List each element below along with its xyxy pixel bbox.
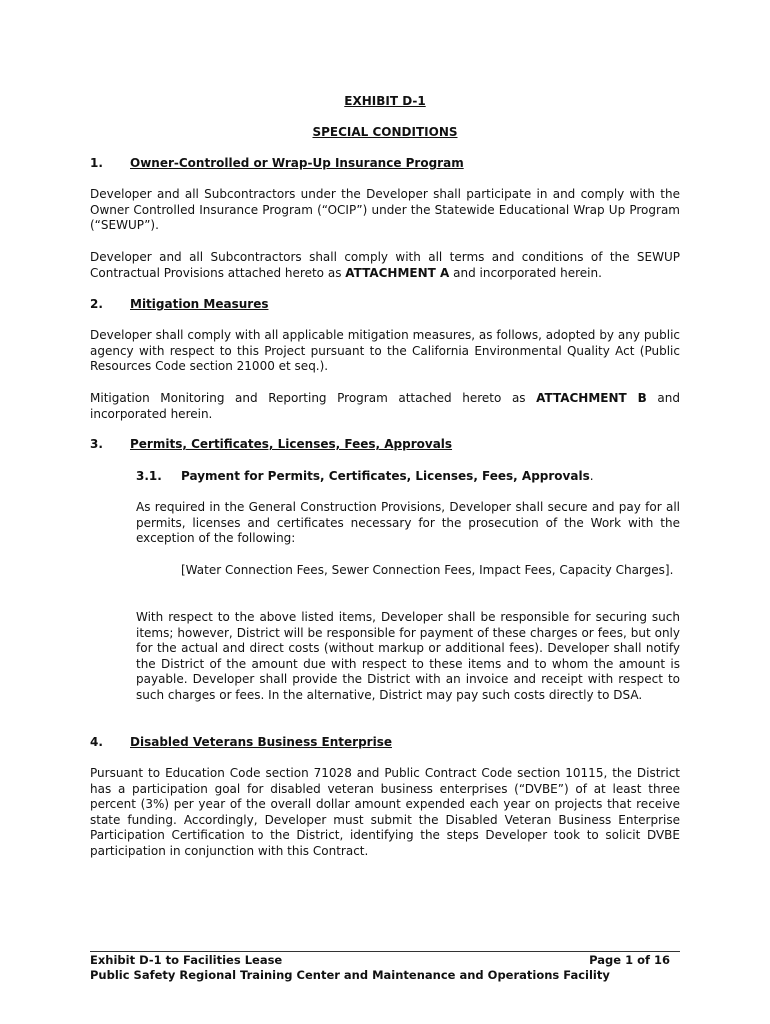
attachment-a-reference: ATTACHMENT A — [345, 265, 450, 280]
section-1-number: 1. — [90, 156, 103, 170]
excepted-fees-list: [Water Connection Fees, Sewer Connection Fees, Impact Fees, Capacity Charges]. — [181, 563, 674, 577]
subsection-3-1-title: Payment for Permits, Certificates, Licenses, Fees, Approvals — [181, 469, 590, 483]
section-1-paragraph-2: Developer and all Subcontractors shall comply with all terms and conditions of the SEWUP Contractual Provisions attached hereto as ATTACHMENT A and incorporated herein. — [90, 250, 680, 280]
subsection-3-1-paragraph-1: As required in the General Construction Provisions, Developer shall secure and pay for all permits, licenses and certificates necessary for the prosecution of the Work with the exception of the following: — [136, 500, 680, 546]
subsection-3-1-number: 3.1. — [136, 469, 162, 483]
subsection-3-1-paragraph-2: With respect to the above listed items, Developer shall be responsible for securing such items; however, District will be responsible for payment of these charges or fees, but only for the actual and direct costs (without markup or additional fees). Developer shall notify the District of the amount due with respect to these items and to whom the amount is payable. Developer shall provide the District with an invoice and receipt with respect to such charges or fees. In the alternative, District may pay such costs directly to DSA. — [136, 610, 680, 702]
section-4-paragraph-1: Pursuant to Education Code section 71028 and Public Contract Code section 10115, the District has a participation goal for disabled veteran business enterprises (“DVBE”) of at least three percent (3%) per year of the overall dollar amount expended each year on projects that receive state funding. Accordingly, Developer must submit the Disabled Veteran Business Enterprise Participation Certification to the District, identifying the steps Developer took to solicit DVBE participation in conjunction with this Contract. — [90, 766, 680, 858]
section-2-paragraph-1: Developer shall comply with all applicable mitigation measures, as follows, adopted by any public agency with respect to this Project pursuant to the California Environmental Quality Act (Public Resources Code section 21000 et seq.). — [90, 328, 680, 374]
section-3-heading — [90, 437, 680, 453]
section-1-heading — [90, 156, 680, 172]
subsection-3-1-heading: 3.1. Payment for Permits, Certificates, Licenses, Fees, Approvals. — [136, 469, 594, 483]
section-1-paragraph-1: Developer and all Subcontractors under the Developer shall participate in and comply with the Owner Controlled Insurance Program (“OCIP”) under the Statewide Educational Wrap Up Program (“SEWUP”). — [90, 187, 680, 233]
attachment-b-reference: ATTACHMENT B — [536, 391, 647, 405]
section-2-title: Mitigation Measures — [130, 297, 269, 311]
section-2-paragraph-2: Mitigation Monitoring and Reporting Program attached hereto as ATTACHMENT B and incorporated herein. — [90, 391, 680, 421]
document-subtitle: SPECIAL CONDITIONS — [312, 125, 458, 139]
footer-page-number: Page 1 of 16 — [589, 953, 670, 967]
section-3-number: 3. — [90, 437, 103, 451]
footer-divider — [90, 951, 680, 952]
section-4-heading — [90, 735, 680, 751]
section-2-number: 2. — [90, 297, 103, 311]
exhibit-title: EXHIBIT D-1 — [344, 94, 426, 108]
footer-facility-name: Public Safety Regional Training Center and Maintenance and Operations Facility — [90, 968, 610, 982]
footer-document-name: Exhibit D-1 to Facilities Lease — [90, 953, 283, 967]
section-3-title: Permits, Certificates, Licenses, Fees, Approvals — [130, 437, 453, 451]
section-4-title: Disabled Veterans Business Enterprise — [130, 735, 392, 749]
footer-line-1 — [90, 953, 670, 968]
section-1-title: Owner-Controlled or Wrap-Up Insurance Program — [130, 156, 464, 170]
section-4-number: 4. — [90, 735, 103, 749]
section-2-heading — [90, 297, 680, 313]
